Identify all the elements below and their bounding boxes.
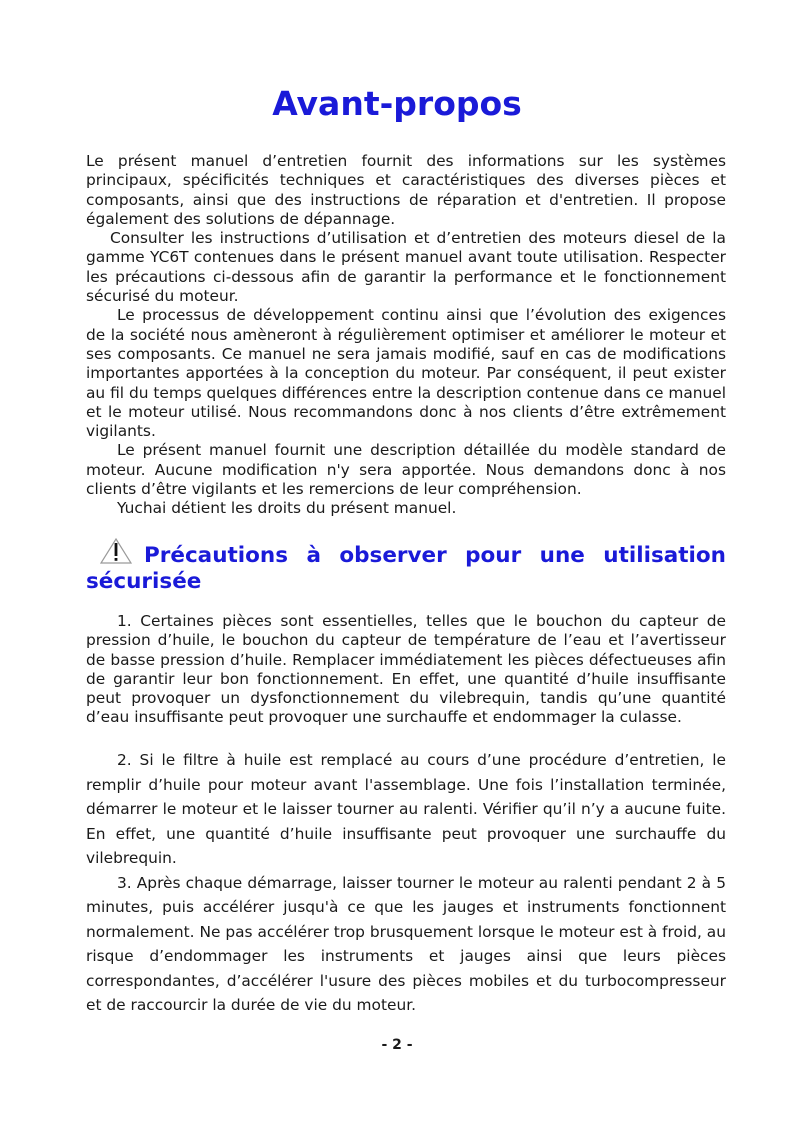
foreword-section: [86, 152, 726, 519]
page-number: - 2 -: [381, 1037, 413, 1053]
foreword-paragraph: Yuchai détient les droits du présent manuel.: [117, 499, 457, 518]
safety-heading: [86, 536, 726, 595]
foreword-paragraph: Le présent manuel fournit une description détaillée du modèle standard de moteur. Aucune modification n'y sera apportée. Nous demandons donc à nos clients d’être vigilants et les remercions de leur compréhension.: [86, 441, 726, 499]
foreword-paragraph: Consulter les instructions d’utilisation et d’entretien des moteurs diesel de la gamme YC6T contenues dans le présent manuel avant toute utilisation. Respecter les précautions ci-dessous afin de garantir la performance et le fonctionnement sécurisé du moteur.: [86, 229, 726, 306]
precaution-list-continued: [86, 748, 726, 1018]
page-title: Avant-propos: [272, 84, 522, 123]
precaution-list: [86, 612, 726, 728]
precaution-item: 2. Si le filtre à huile est remplacé au cours d’une procédure d’entretien, le remplir d’huile pour moteur avant l'assemblage. Une fois l’installation terminée, démarrer le moteur et le laisser tourner au ralenti. Vérifier qu’il n’y a aucune fuite. En effet, une quantité d’huile insuffisante peut provoquer une surchauffe du vilebrequin.: [86, 751, 726, 867]
warning-triangle-icon: [98, 536, 134, 566]
precaution-item: 1. Certaines pièces sont essentielles, telles que le bouchon du capteur de pression d’huile, le bouchon du capteur de température de l’eau et l’avertisseur de basse pression d’huile. Remplacer immédiatement les pièces défectueuses afin de garantir leur bon fonctionnement. En effet, une quantité d’huile insuffisante peut provoquer un dysfonctionnement du vilebrequin, tandis qu’une quantité d’eau insuffisante peut provoquer une surchauffe et endommager la culasse.: [86, 612, 726, 727]
precaution-item: 3. Après chaque démarrage, laisser tourner le moteur au ralenti pendant 2 à 5 minutes, puis accélérer jusqu'à ce que les jauges et instruments fonctionnent normalement. Ne pas accélérer trop brusquement lorsque le moteur est à froid, au risque d’endommager les instruments et jauges ainsi que leurs pièces correspondantes, d’accélérer l'usure des pièces mobiles et du turbocompresseur et de raccourcir la durée de vie du moteur.: [86, 873, 726, 1014]
foreword-paragraph: Le processus de développement continu ainsi que l’évolution des exigences de la société nous amèneront à régulièrement optimiser et améliorer le moteur et ses composants. Ce manuel ne sera jamais modifié, sauf en cas de modifications importantes apportées à la conception du moteur. Par conséquent, il peut exister au fil du temps quelques différences entre la description contenue dans ce manuel et le moteur utilisé. Nous recommandons donc à nos clients d’être extrêmement vigilants.: [86, 306, 726, 441]
safety-heading-text: Précautions à observer pour une utilisation sécurisée: [86, 543, 726, 594]
foreword-paragraph: Le présent manuel d’entretien fournit des informations sur les systèmes principaux, spécificités techniques et caractéristiques des diverses pièces et composants, ainsi que des instructions de réparation et d'entretien. Il propose également des solutions de dépannage.: [86, 152, 726, 228]
